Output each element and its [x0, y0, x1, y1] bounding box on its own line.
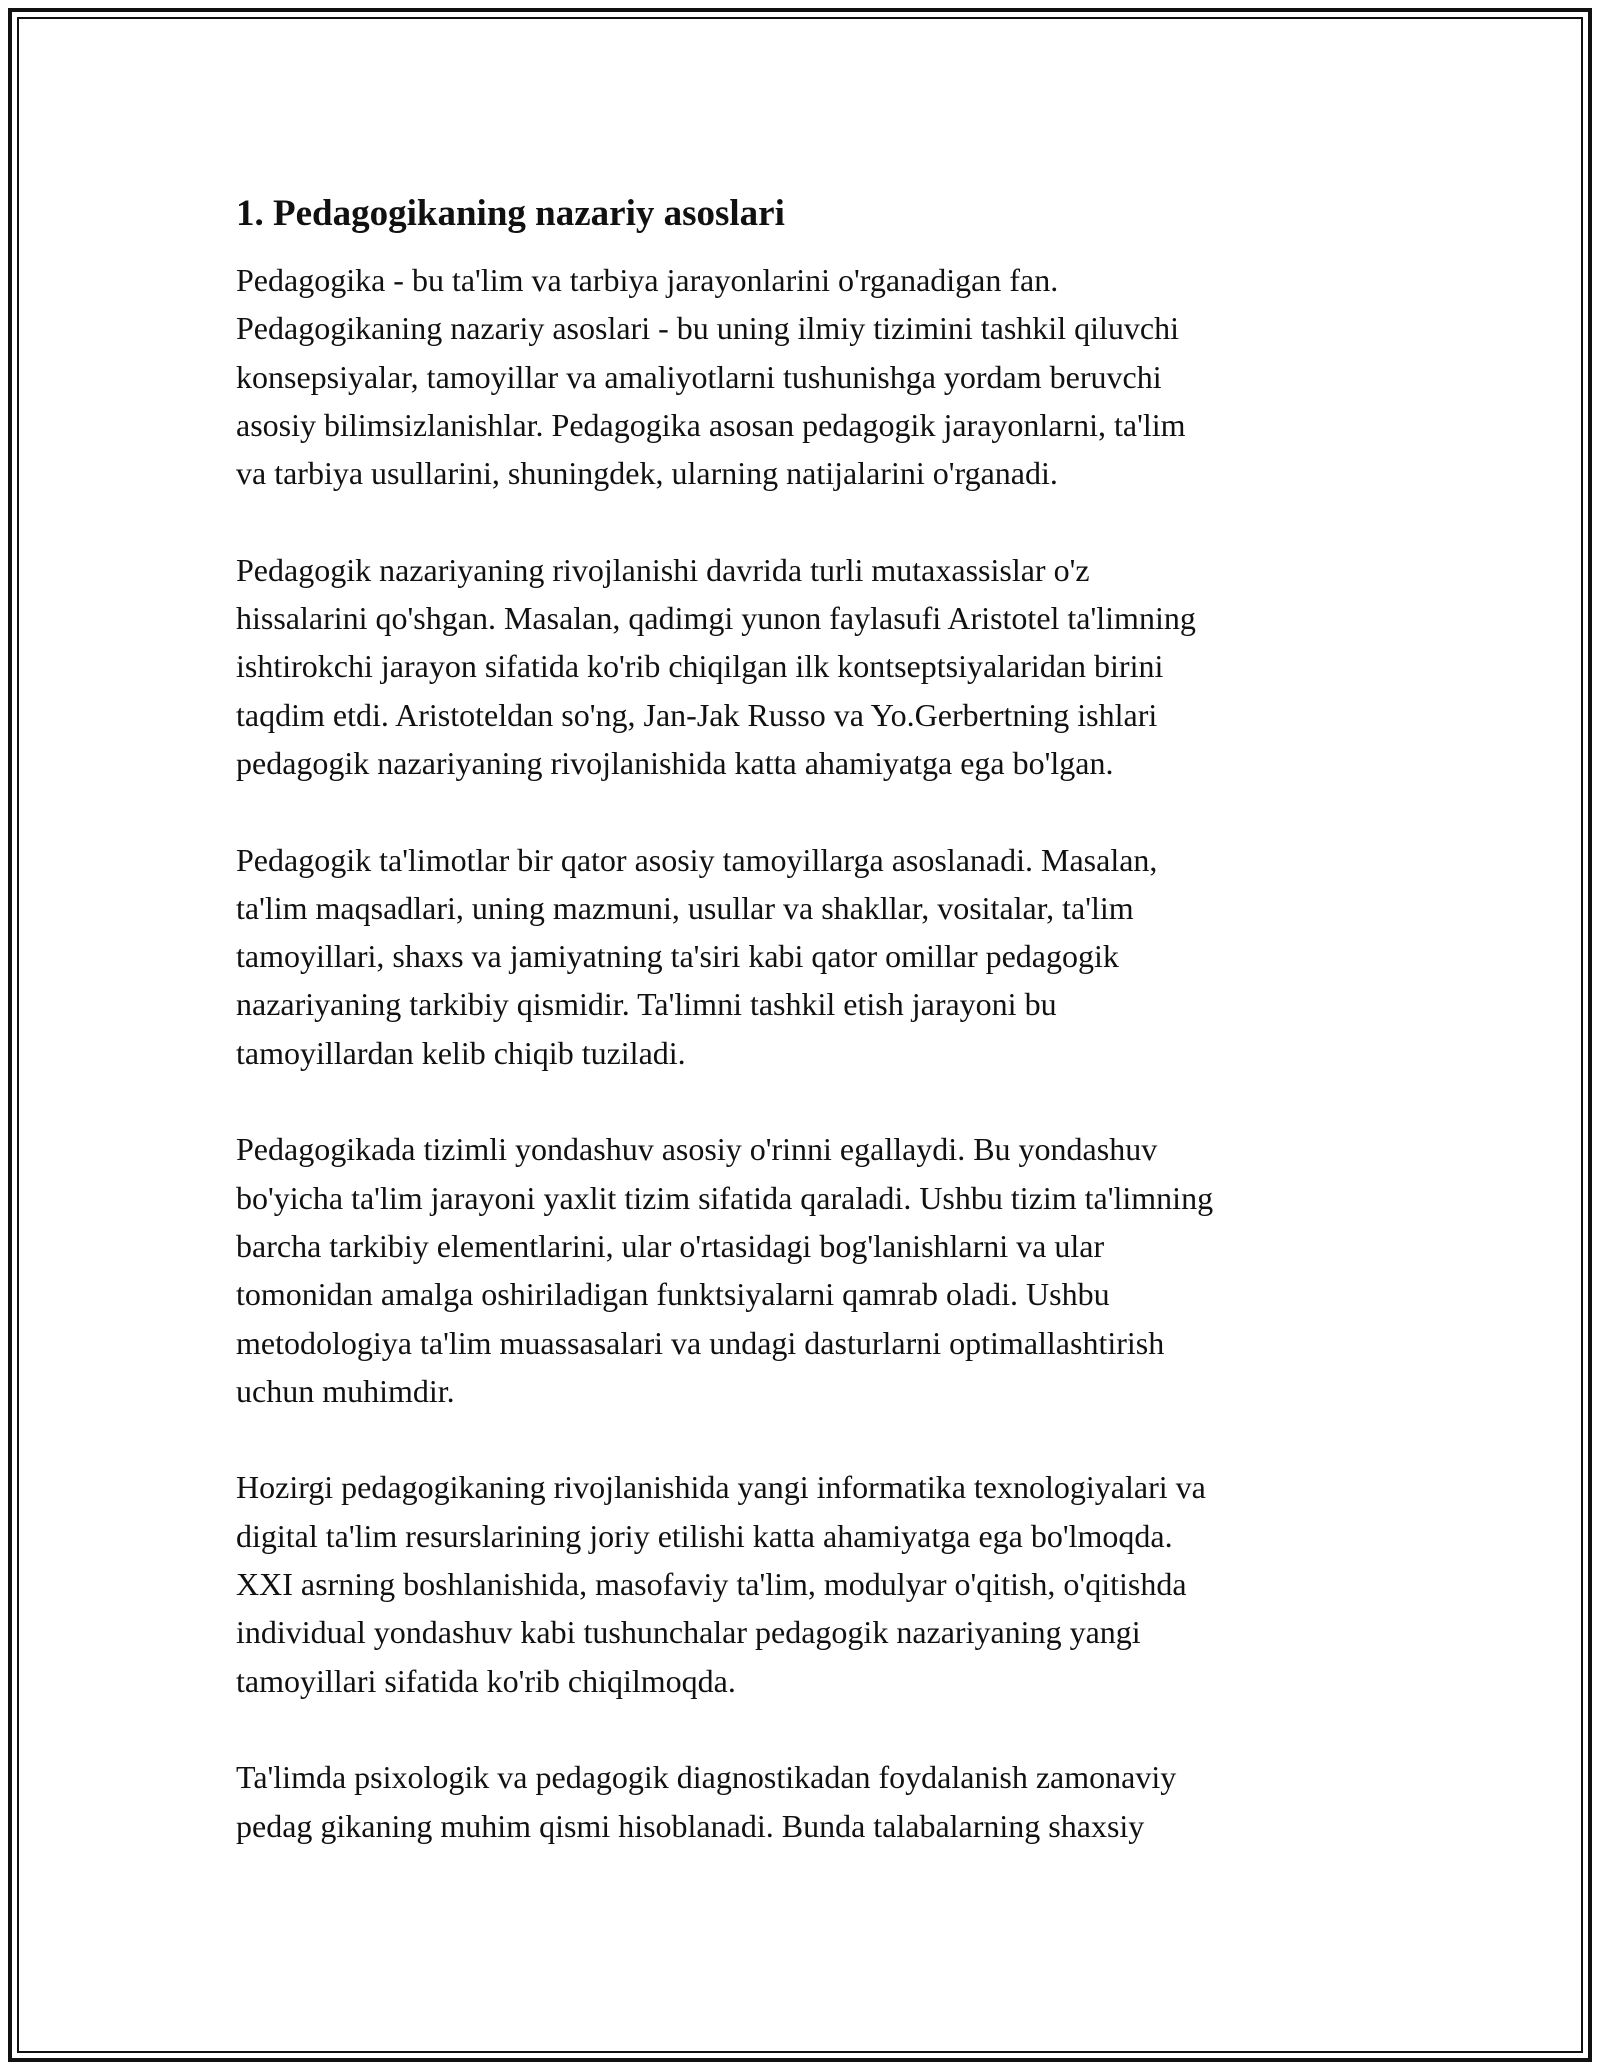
text-line: Pedagogika - bu ta'lim va tarbiya jarayonlarini o'rganadigan fan. — [236, 262, 1059, 298]
text-line: nazariyaning tarkibiy qismidir. Ta'limni tashkil etish jarayoni bu — [236, 986, 1057, 1023]
text-line: metodologiya ta'lim muassasalari va undagi dasturlarni optimallashtirish — [236, 1324, 1165, 1361]
paragraph-6 — [236, 1753, 1366, 1850]
text-line: ta'lim maqsadlari, uning mazmuni, usullar va shakllar, vositalar, ta'lim — [236, 889, 1134, 926]
text-line: uchun muhimdir. — [236, 1372, 455, 1409]
text-line: taqdim etdi. Aristoteldan so'ng, Jan-Jak Russo va Yo.Gerbertning ishlari — [236, 696, 1158, 733]
text-line: Hozirgi pedagogikaning rivojlanishida yangi informatika texnologiyalari va — [236, 1469, 1206, 1506]
paragraph-3 — [236, 836, 1366, 1077]
text-line: Pedagogik ta'limotlar bir qator asosiy tamoyillarga asoslanadi. Masalan, — [236, 841, 1158, 878]
text-line: tomonidan amalga oshiriladigan funktsiyalarni qamrab oladi. Ushbu — [236, 1276, 1110, 1313]
text-line: tamoyillari, shaxs va jamiyatning ta'siri kabi qator omillar pedagogik — [236, 938, 1119, 975]
text-line: barcha tarkibiy elementlarini, ular o'rtasidagi bog'lanishlarni va ular — [236, 1227, 1105, 1264]
text-line: individual yondashuv kabi tushunchalar pedagogik nazariyaning yangi — [236, 1614, 1141, 1651]
section-heading: 1. Pedagogikaning nazariy asoslari — [236, 193, 785, 234]
text-line: XXI asrning boshlanishida, masofaviy ta'lim, modulyar o'qitish, o'qitishda — [236, 1566, 1187, 1603]
text-line: pedagogik nazariyaning rivojlanishida katta ahamiyatga ega bo'lgan. — [236, 744, 1114, 781]
text-line: ishtirokchi jarayon sifatida ko'rib chiqilgan ilk kontseptsiyalaridan birini — [236, 648, 1164, 685]
paragraph-5 — [236, 1463, 1366, 1704]
text-line: tamoyillardan kelib chiqib tuziladi. — [236, 1034, 686, 1071]
text-line: digital ta'lim resurslarining joriy etilishi katta ahamiyatga ega bo'lmoqda. — [236, 1517, 1173, 1554]
paragraph-4 — [236, 1125, 1366, 1415]
document-body — [236, 186, 1366, 1898]
text-line: Pedagogik nazariyaning rivojlanishi davrida turli mutaxassislar o'z — [236, 551, 1090, 588]
text-line: Ta'limda psixologik va pedagogik diagnostikadan foydalanish zamonaviy — [236, 1759, 1177, 1796]
text-line: bo'yicha ta'lim jarayoni yaxlit tizim sifatida qaraladi. Ushbu tizim ta'limning — [236, 1179, 1214, 1216]
text-line: pedag gikaning muhim qismi hisoblanadi. Bunda talabalarning shaxsiy — [236, 1807, 1145, 1844]
text-line: tamoyillari sifatida ko'rib chiqilmoqda. — [236, 1662, 736, 1699]
text-line: Pedagogikada tizimli yondashuv asosiy o'rinni egallaydi. Bu yondashuv — [236, 1131, 1158, 1168]
text-line: konsepsiyalar, tamoyillar va amaliyotlarni tushunishga yordam beruvchi — [236, 358, 1162, 395]
paragraph-1 — [236, 256, 1366, 497]
text-line: hissalarini qo'shgan. Masalan, qadimgi yunon faylasufi Aristotel ta'limning — [236, 600, 1196, 637]
text-line: Pedagogikaning nazariy asoslari - bu uning ilmiy tizimini tashkil qiluvchi — [236, 310, 1179, 347]
text-line: asosiy bilimsizlanishlar. Pedagogika asosan pedagogik jarayonlarni, ta'lim — [236, 406, 1186, 443]
text-line: va tarbiya usullarini, shuningdek, ularning natijalarini o'rganadi. — [236, 455, 1058, 492]
paragraph-2 — [236, 546, 1366, 787]
